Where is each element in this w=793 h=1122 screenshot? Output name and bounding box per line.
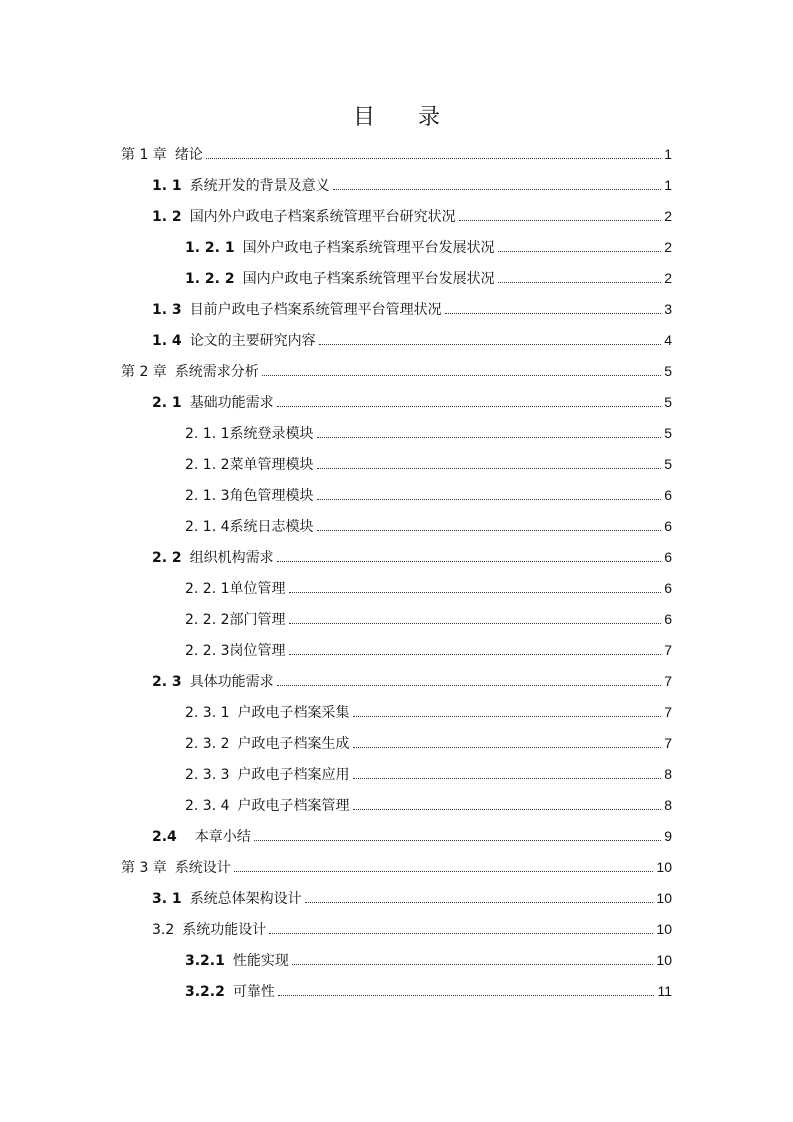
toc-entry-page-number: 2 bbox=[664, 270, 672, 286]
toc-entry-leader bbox=[278, 995, 655, 996]
toc-entry[interactable] bbox=[121, 362, 672, 381]
toc-entry-leader bbox=[317, 499, 662, 500]
toc-entry-number: 2. 1. 4 bbox=[185, 519, 230, 535]
toc-entry[interactable] bbox=[152, 393, 672, 412]
toc-entry-number: 2. 3 bbox=[152, 674, 182, 690]
toc-entry-leader bbox=[292, 964, 654, 965]
toc-entry[interactable] bbox=[185, 703, 672, 722]
toc-entry[interactable] bbox=[185, 269, 672, 288]
toc-entry[interactable] bbox=[185, 734, 672, 753]
toc-entry[interactable] bbox=[185, 455, 672, 474]
toc-entry-title: 系统需求分析 bbox=[174, 364, 259, 380]
toc-entry-title: 户政电子档案采集 bbox=[237, 705, 350, 721]
toc-entry-number: 1. 2. 2 bbox=[185, 271, 235, 287]
toc-entry-number: 第 1 章 bbox=[121, 147, 167, 163]
toc-entry-title: 可靠性 bbox=[232, 984, 275, 1000]
toc-entry-page-number: 7 bbox=[664, 704, 672, 720]
toc-entry[interactable] bbox=[152, 207, 672, 226]
toc-entry-number: 2. 3. 2 bbox=[185, 736, 230, 752]
toc-entry-leader bbox=[262, 375, 661, 376]
toc-entry-leader bbox=[317, 530, 662, 531]
toc-entry[interactable] bbox=[185, 517, 672, 536]
toc-entry-page-number: 10 bbox=[656, 890, 672, 906]
toc-entry-page-number: 2 bbox=[664, 239, 672, 255]
toc-entry-number: 2. 3. 4 bbox=[185, 798, 230, 814]
toc-entry-leader bbox=[269, 933, 653, 934]
toc-entry-number: 1. 3 bbox=[152, 302, 182, 318]
toc-entry-number: 2. 1. 3 bbox=[185, 488, 230, 504]
toc-entry-title: 部门管理 bbox=[229, 612, 286, 628]
toc-entry-page-number: 10 bbox=[656, 921, 672, 937]
toc-entry-number: 2. 3. 1 bbox=[185, 705, 230, 721]
toc-entry[interactable] bbox=[152, 889, 672, 908]
toc-entry-page-number: 7 bbox=[664, 642, 672, 658]
toc-entry-page-number: 5 bbox=[664, 363, 672, 379]
toc-entry-title: 户政电子档案管理 bbox=[237, 798, 350, 814]
toc-entry-number: 3.2 bbox=[152, 922, 175, 938]
toc-entry-number: 1. 2. 1 bbox=[185, 240, 235, 256]
toc-entry-leader bbox=[277, 685, 662, 686]
toc-entry-title: 单位管理 bbox=[229, 581, 286, 597]
toc-entry-number: 2. 3. 3 bbox=[185, 767, 230, 783]
toc-entry-title: 具体功能需求 bbox=[189, 674, 274, 690]
toc-entry[interactable] bbox=[185, 982, 672, 1001]
toc-entry-title: 国外户政电子档案系统管理平台发展状况 bbox=[242, 240, 495, 256]
toc-entry-number: 第 3 章 bbox=[121, 860, 167, 876]
toc-entry-number: 2. 2 bbox=[152, 550, 182, 566]
toc-entry-title: 基础功能需求 bbox=[189, 395, 274, 411]
toc-entry[interactable] bbox=[152, 672, 672, 691]
toc-entry-page-number: 5 bbox=[664, 456, 672, 472]
toc-entry-leader bbox=[498, 251, 662, 252]
toc-entry-title: 菜单管理模块 bbox=[229, 457, 314, 473]
toc-entry-page-number: 6 bbox=[664, 487, 672, 503]
toc-entry-number: 2. 1. 1 bbox=[185, 426, 230, 442]
toc-entry-page-number: 5 bbox=[664, 394, 672, 410]
toc-entry-title: 户政电子档案生成 bbox=[237, 736, 350, 752]
toc-entry-title: 国内户政电子档案系统管理平台发展状况 bbox=[242, 271, 495, 287]
toc-entry-leader bbox=[206, 158, 661, 159]
toc-entry[interactable] bbox=[152, 331, 672, 350]
toc-entry-leader bbox=[353, 716, 662, 717]
toc-entry[interactable] bbox=[185, 424, 672, 443]
toc-entry-number: 2. 1 bbox=[152, 395, 182, 411]
toc-entry-title: 本章小结 bbox=[194, 829, 251, 845]
toc-entry-leader bbox=[289, 592, 662, 593]
toc-entry-title: 绪论 bbox=[174, 147, 203, 163]
toc-entry[interactable] bbox=[121, 858, 672, 877]
toc-entry[interactable] bbox=[152, 300, 672, 319]
toc-entry[interactable] bbox=[152, 548, 672, 567]
toc-entry-title: 论文的主要研究内容 bbox=[189, 333, 316, 349]
toc-entry-page-number: 9 bbox=[664, 828, 672, 844]
toc-entry-leader bbox=[317, 437, 662, 438]
toc-entry-leader bbox=[459, 220, 662, 221]
toc-entry-leader bbox=[319, 344, 662, 345]
toc-entry-leader bbox=[317, 468, 662, 469]
toc-entry-number: 2. 2. 2 bbox=[185, 612, 230, 628]
toc-entry-page-number: 7 bbox=[664, 735, 672, 751]
toc-entry-number: 1. 2 bbox=[152, 209, 182, 225]
toc-entry-title: 系统开发的背景及意义 bbox=[189, 178, 330, 194]
toc-entry-title: 系统总体架构设计 bbox=[189, 891, 302, 907]
toc-entry-title: 组织机构需求 bbox=[189, 550, 274, 566]
toc-entry-page-number: 6 bbox=[664, 611, 672, 627]
toc-entry-leader bbox=[333, 189, 662, 190]
toc-entry-page-number: 4 bbox=[664, 332, 672, 348]
toc-entry[interactable] bbox=[185, 765, 672, 784]
toc-entry[interactable] bbox=[185, 238, 672, 257]
toc-entry-number: 3. 1 bbox=[152, 891, 182, 907]
toc-entry[interactable] bbox=[185, 579, 672, 598]
toc-entry-title: 岗位管理 bbox=[229, 643, 286, 659]
toc-title: 目 录 bbox=[353, 105, 458, 130]
toc-entry[interactable] bbox=[152, 920, 672, 939]
toc-entry[interactable] bbox=[185, 796, 672, 815]
toc-entry-title: 角色管理模块 bbox=[229, 488, 314, 504]
toc-entry-page-number: 8 bbox=[664, 797, 672, 813]
toc-entry-title: 系统功能设计 bbox=[182, 922, 267, 938]
toc-entry-number: 2. 1. 2 bbox=[185, 457, 230, 473]
toc-entry-number: 3.2.2 bbox=[185, 984, 225, 1000]
toc-entry-page-number: 5 bbox=[664, 425, 672, 441]
toc-entry-leader bbox=[289, 654, 662, 655]
toc-entry-leader bbox=[289, 623, 662, 624]
toc-entry-leader bbox=[353, 778, 662, 779]
toc-entry-leader bbox=[277, 561, 662, 562]
toc-entry-number: 2.4 bbox=[152, 829, 177, 845]
toc-entry-page-number: 6 bbox=[664, 518, 672, 534]
toc-entry-title: 国内外户政电子档案系统管理平台研究状况 bbox=[189, 209, 456, 225]
toc-entry-leader bbox=[353, 809, 662, 810]
toc-entry-title: 性能实现 bbox=[232, 953, 289, 969]
toc-entry-leader bbox=[277, 406, 662, 407]
toc-entry-number: 3.2.1 bbox=[185, 953, 225, 969]
toc-entry[interactable] bbox=[152, 827, 672, 846]
toc-entry-leader bbox=[445, 313, 662, 314]
toc-entry-leader bbox=[305, 902, 654, 903]
toc-entry-number: 2. 2. 1 bbox=[185, 581, 230, 597]
toc-entry-number: 1. 1 bbox=[152, 178, 182, 194]
toc-entry[interactable] bbox=[185, 610, 672, 629]
toc-entry-page-number: 10 bbox=[656, 859, 672, 875]
toc-entry-page-number: 1 bbox=[664, 177, 672, 193]
toc-entry-page-number: 6 bbox=[664, 549, 672, 565]
toc-entry-page-number: 3 bbox=[664, 301, 672, 317]
toc-entry-page-number: 8 bbox=[664, 766, 672, 782]
toc-entry-title: 系统登录模块 bbox=[229, 426, 314, 442]
toc-entry-title: 目前户政电子档案系统管理平台管理状况 bbox=[189, 302, 442, 318]
toc-entry-number: 1. 4 bbox=[152, 333, 182, 349]
toc-entry[interactable] bbox=[121, 145, 672, 164]
toc-entry[interactable] bbox=[185, 486, 672, 505]
toc-entry-leader bbox=[234, 871, 654, 872]
toc-entry-leader bbox=[254, 840, 661, 841]
toc-entry-title: 户政电子档案应用 bbox=[237, 767, 350, 783]
toc-entry[interactable] bbox=[185, 641, 672, 660]
toc-entry-title: 系统设计 bbox=[174, 860, 231, 876]
toc-entry[interactable] bbox=[152, 176, 672, 195]
toc-entry[interactable] bbox=[185, 951, 672, 970]
toc-entry-title: 系统日志模块 bbox=[229, 519, 314, 535]
toc-entry-page-number: 7 bbox=[664, 673, 672, 689]
toc-entry-page-number: 2 bbox=[664, 208, 672, 224]
toc-entry-number: 2. 2. 3 bbox=[185, 643, 230, 659]
toc-entry-page-number: 10 bbox=[656, 952, 672, 968]
toc-entry-leader bbox=[498, 282, 662, 283]
toc-entry-page-number: 11 bbox=[657, 983, 672, 999]
toc-entry-number: 第 2 章 bbox=[121, 364, 167, 380]
toc-entry-page-number: 6 bbox=[664, 580, 672, 596]
toc-entry-leader bbox=[353, 747, 662, 748]
toc-entry-page-number: 1 bbox=[664, 146, 672, 162]
